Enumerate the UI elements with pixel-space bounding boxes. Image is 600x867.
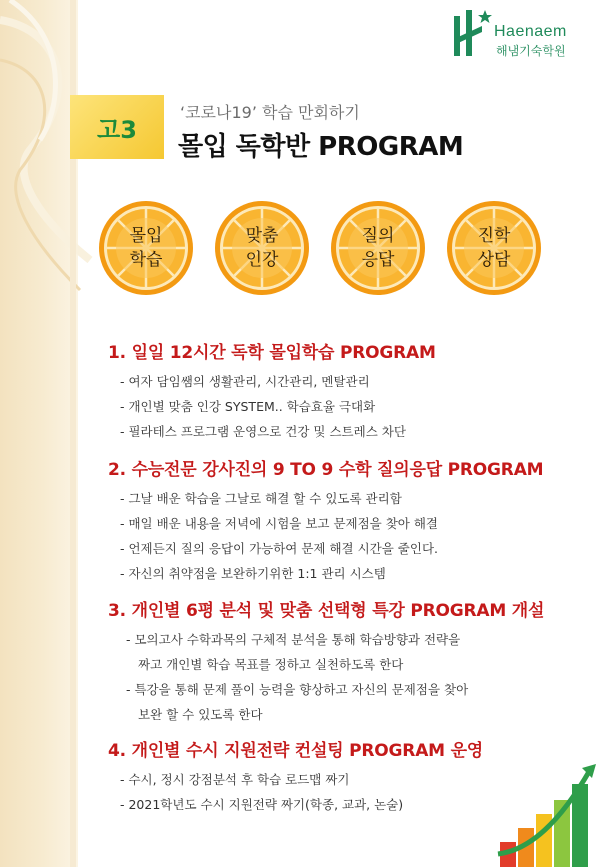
section-item-continued: 보완 할 수 있도록 한다	[138, 707, 263, 722]
orange-slice-2	[214, 200, 310, 296]
feature-slices	[98, 200, 538, 305]
section-item: - 그날 배운 학습을 그날로 해결 할 수 있도록 관리함	[120, 491, 402, 506]
section-title: 3. 개인별 6평 분석 및 맞춤 선택형 특강 PROGRAM 개설	[108, 601, 545, 621]
section-2	[108, 455, 543, 586]
section-item: - 2021학년도 수시 지원전략 짜기(학종, 교과, 논술)	[120, 797, 404, 812]
section-item: - 매일 배운 내용을 저녁에 시험을 보고 문제점을 찾아 해결	[120, 516, 438, 531]
section-4	[108, 736, 483, 817]
slice-label: 질의 응답	[361, 226, 395, 270]
academy-logo	[452, 8, 582, 64]
page-subtitle: ‘코로나19’ 학습 만회하기	[180, 103, 360, 122]
section-item: - 모의고사 수학과목의 구체적 분석을 통해 학습방향과 전략을	[126, 632, 461, 647]
section-title: 2. 수능전문 강사진의 9 TO 9 수학 질의응답 PROGRAM	[108, 460, 544, 480]
section-item: - 자신의 취약점을 보완하기위한 1:1 관리 시스템	[120, 566, 386, 581]
section-item-continued: 짜고 개인별 학습 목표를 정하고 실천하도록 한다	[138, 657, 404, 672]
success-stairs-illustration	[490, 762, 600, 867]
orange-slice-3	[330, 200, 426, 296]
left-border-decoration	[0, 0, 78, 867]
section-item: - 언제든지 질의 응답이 가능하여 문제 해결 시간을 줄인다.	[120, 541, 438, 556]
section-item: - 개인별 맞춤 인강 SYSTEM.. 학습효율 극대화	[120, 399, 376, 414]
orange-slice-4	[446, 200, 542, 296]
page-title: 몰입 독학반 PROGRAM	[178, 132, 464, 162]
section-item: - 필라테스 프로그램 운영으로 건강 및 스트레스 차단	[120, 424, 406, 439]
logo-subtitle: 해냄기숙학원	[496, 44, 566, 58]
logo-name: Haenaem	[494, 23, 567, 40]
section-title: 4. 개인별 수시 지원전략 컨설팅 PROGRAM 운영	[108, 741, 484, 761]
section-3	[108, 596, 544, 727]
section-title: 1. 일일 12시간 독학 몰입학습 PROGRAM	[108, 343, 436, 363]
section-1	[108, 338, 436, 444]
section-item: - 특강을 통해 문제 풀이 능력을 향상하고 자신의 문제점을 찾아	[126, 682, 469, 697]
orange-slice-1	[98, 200, 194, 296]
section-item: - 여자 담임쌤의 생활관리, 시간관리, 멘탈관리	[120, 374, 370, 389]
slice-label: 몰입 학습	[129, 226, 163, 270]
section-item: - 수시, 정시 강점분석 후 학습 로드맵 짜기	[120, 772, 350, 787]
logo-mark-icon	[452, 8, 492, 58]
slice-label: 맞춤 인강	[245, 226, 279, 270]
slice-label: 진학 상담	[477, 226, 511, 270]
grade-badge: 고3	[70, 95, 164, 159]
